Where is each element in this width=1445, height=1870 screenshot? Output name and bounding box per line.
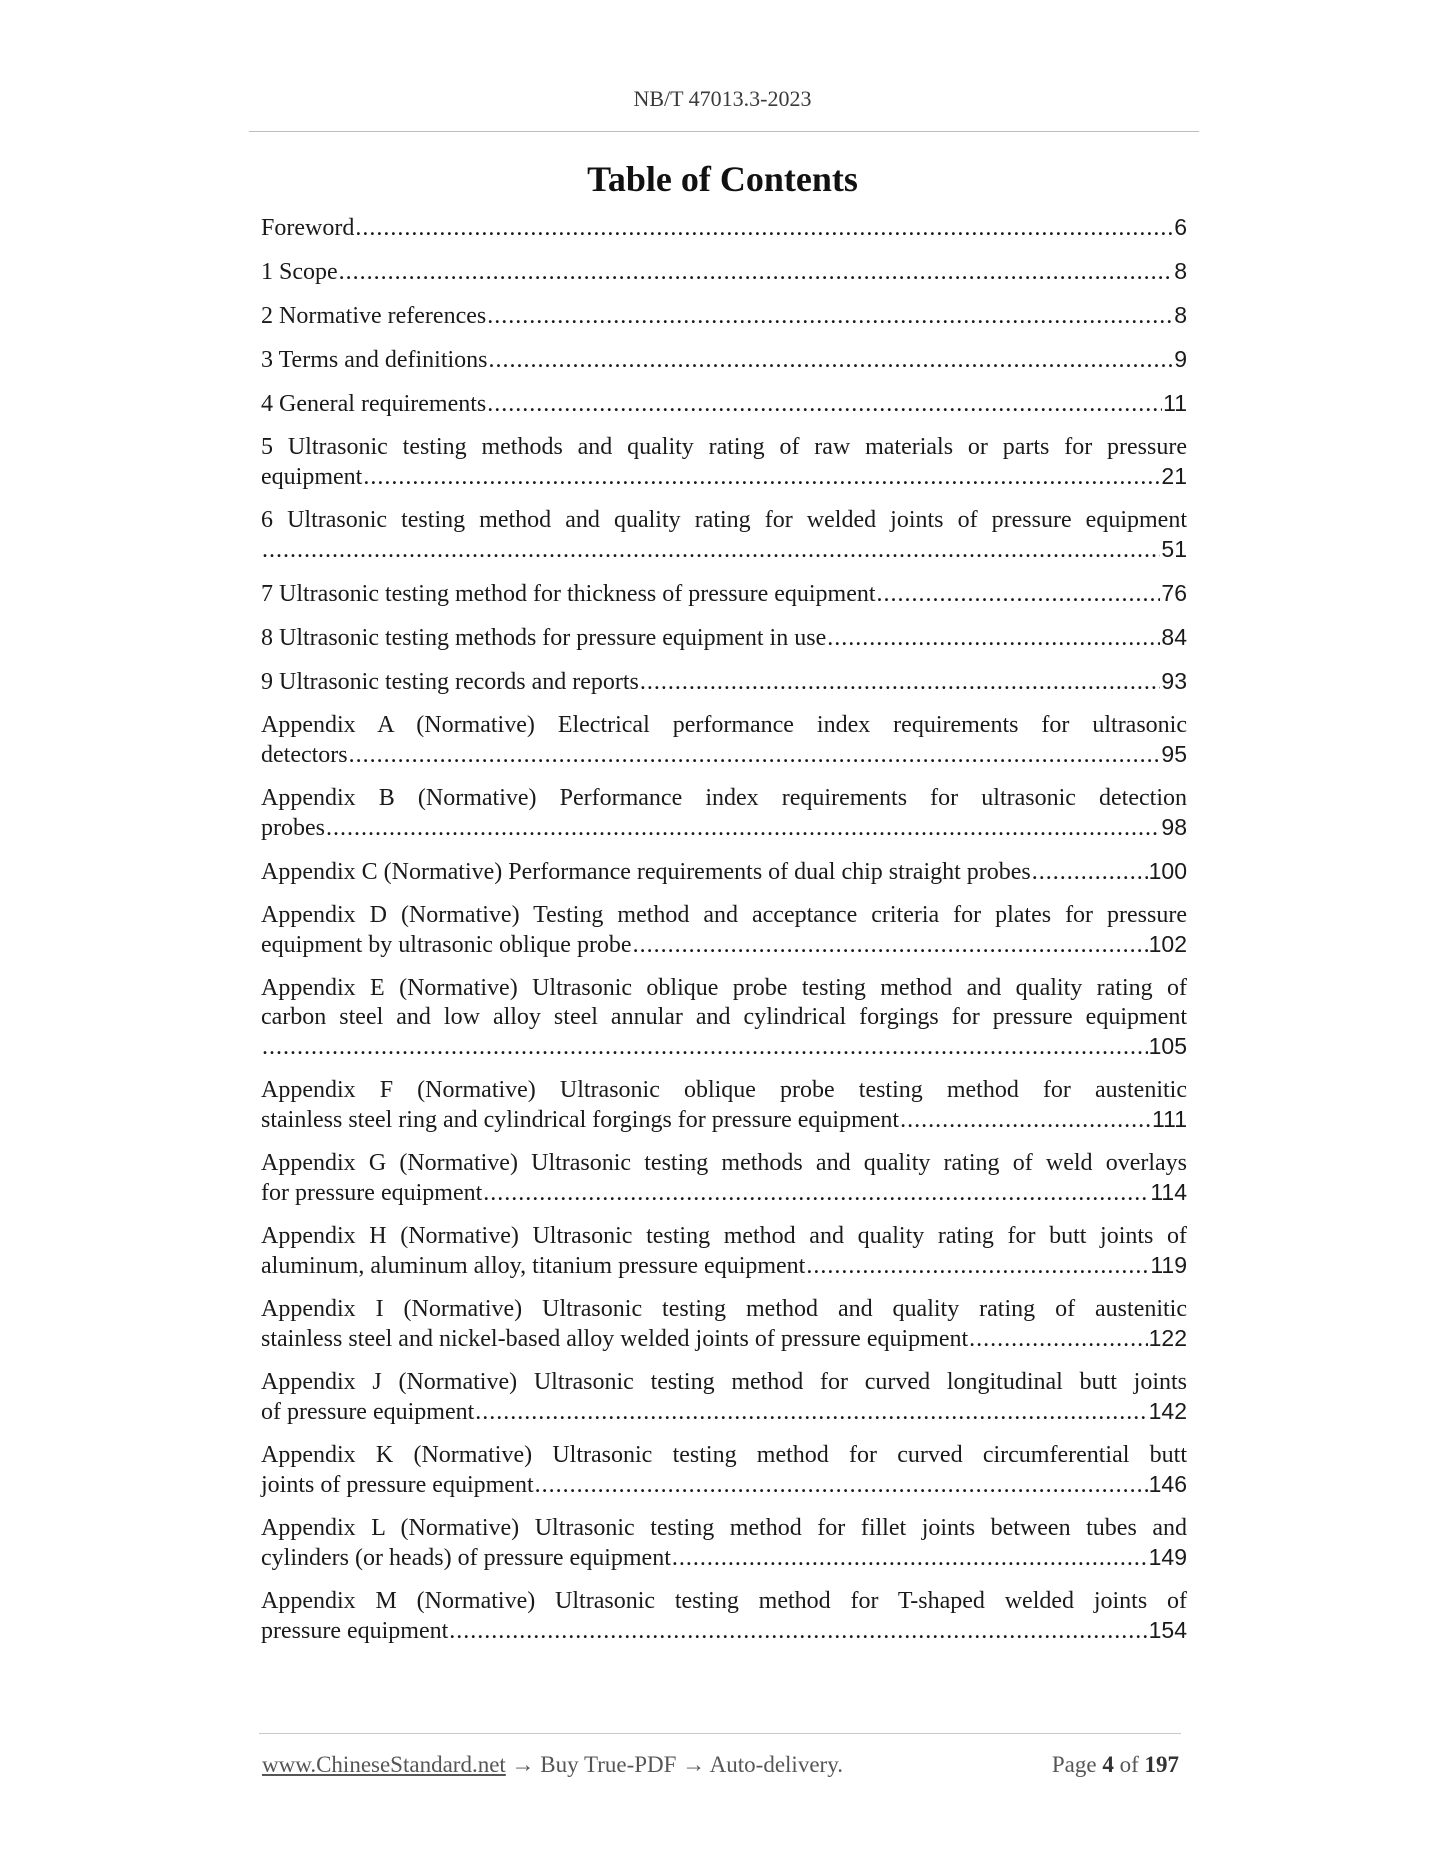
toc-page-number: 93 (1161, 668, 1187, 694)
website-link[interactable]: www.ChineseStandard.net (262, 1752, 506, 1777)
toc-page-number: 51 (1161, 536, 1187, 562)
toc-page-number: 84 (1161, 624, 1187, 650)
toc-page-number: 111 (1152, 1106, 1187, 1132)
toc-entry-title: 7 Ultrasonic testing method for thickness of pressure equipment (261, 581, 876, 607)
toc-entry-line: Appendix E (Normative) Ultrasonic oblique probe testing method and quality rating of (261, 975, 1187, 1001)
toc-list (261, 213, 1187, 1660)
toc-entry-line: Appendix K (Normative) Ultrasonic testing method for curved circumferential butt (261, 1442, 1187, 1468)
dot-leader (672, 1544, 1148, 1573)
document-code-header: NB/T 47013.3-2023 (633, 86, 812, 111)
toc-entry-title: stainless steel and nickel-based alloy welded joints of pressure equipment (261, 1326, 969, 1352)
dot-leader (827, 624, 1160, 653)
toc-page-number: 142 (1148, 1398, 1187, 1424)
toc-entry-line: Appendix F (Normative) Ultrasonic oblique probe testing method for austenitic (261, 1077, 1187, 1103)
dot-leader (262, 536, 1160, 565)
dot-leader (339, 258, 1174, 287)
dot-leader (640, 668, 1161, 697)
footer-divider (259, 1733, 1181, 1734)
toc-entry[interactable] (261, 301, 1187, 330)
toc-entry-title: 4 General requirements (261, 391, 487, 417)
toc-entry[interactable] (261, 1076, 1187, 1134)
toc-page-number: 11 (1163, 390, 1187, 416)
toc-entry-title: of pressure equipment (261, 1399, 475, 1425)
toc-entry[interactable] (261, 667, 1187, 696)
toc-entry-line: 6 Ultrasonic testing method and quality rating for welded joints of pressure equipment (261, 507, 1187, 533)
dot-leader (449, 1617, 1147, 1646)
toc-entry-title: aluminum, aluminum alloy, titanium pressure equipment (261, 1253, 806, 1279)
dot-leader (487, 302, 1173, 331)
toc-entry-line: Appendix D (Normative) Testing method and acceptance criteria for plates for pressure (261, 902, 1187, 928)
footer-promo (262, 1752, 843, 1778)
toc-entry-line: 5 Ultrasonic testing methods and quality rating of raw materials or parts for pressure (261, 434, 1187, 460)
dot-leader (326, 814, 1160, 843)
dot-leader (487, 390, 1162, 419)
toc-page-number: 6 (1174, 214, 1187, 240)
toc-entry[interactable] (261, 623, 1187, 652)
toc-entry[interactable] (261, 857, 1187, 886)
toc-entry-title: Appendix C (Normative) Performance requirements of dual chip straight probes (261, 859, 1031, 885)
toc-entry-line: Appendix G (Normative) Ultrasonic testing methods and quality rating of weld overlays (261, 1150, 1187, 1176)
toc-entry-title: stainless steel ring and cylindrical forgings for pressure equipment (261, 1107, 900, 1133)
total-pages: 197 (1144, 1752, 1179, 1777)
toc-entry[interactable] (261, 389, 1187, 418)
toc-entry-title: 3 Terms and definitions (261, 347, 488, 373)
toc-page-number: 21 (1161, 463, 1187, 489)
toc-entry-title: Foreword (261, 215, 355, 241)
toc-entry-line: carbon steel and low alloy steel annular and cylindrical forgings for pressure equipment (261, 1004, 1187, 1030)
current-page: 4 (1102, 1752, 1114, 1777)
toc-entry-title: equipment (261, 464, 363, 490)
toc-page-number: 9 (1174, 346, 1187, 372)
toc-page-number: 8 (1174, 258, 1187, 284)
toc-entry[interactable] (261, 711, 1187, 769)
toc-page-number: 76 (1161, 580, 1187, 606)
toc-entry-line: Appendix L (Normative) Ultrasonic testing method for fillet joints between tubes and (261, 1515, 1187, 1541)
dot-leader (489, 346, 1174, 375)
toc-entry[interactable] (261, 257, 1187, 286)
toc-entry-title: 2 Normative references (261, 303, 487, 329)
toc-entry-title: cylinders (or heads) of pressure equipment (261, 1545, 671, 1571)
arrow-icon: → (676, 1752, 710, 1777)
toc-entry[interactable] (261, 901, 1187, 959)
dot-leader (633, 931, 1148, 960)
toc-entry[interactable] (261, 1587, 1187, 1645)
toc-entry[interactable] (261, 784, 1187, 842)
toc-title: Table of Contents (587, 159, 858, 199)
toc-entry[interactable] (261, 579, 1187, 608)
toc-entry-title: equipment by ultrasonic oblique probe (261, 932, 632, 958)
dot-leader (877, 580, 1161, 609)
page-indicator: Page 4 of 197 (1051, 1752, 1179, 1777)
toc-entry[interactable] (261, 433, 1187, 491)
toc-entry[interactable] (261, 1222, 1187, 1280)
toc-page-number: 119 (1150, 1252, 1187, 1278)
dot-leader (349, 741, 1161, 770)
toc-entry[interactable] (261, 213, 1187, 242)
toc-entry-line: Appendix H (Normative) Ultrasonic testing method and quality rating for butt joints of (261, 1223, 1187, 1249)
toc-page-number: 102 (1148, 931, 1187, 957)
dot-leader (355, 214, 1173, 243)
toc-entry-title: probes (261, 815, 325, 841)
toc-entry[interactable] (261, 506, 1187, 564)
dot-leader (475, 1398, 1147, 1427)
toc-page-number: 98 (1161, 814, 1187, 840)
toc-entry-title: 8 Ultrasonic testing methods for pressure equipment in use (261, 625, 827, 651)
toc-entry[interactable] (261, 1295, 1187, 1353)
toc-entry-line: Appendix J (Normative) Ultrasonic testing method for curved longitudinal butt joints (261, 1369, 1187, 1395)
toc-entry-title: for pressure equipment (261, 1180, 483, 1206)
toc-entry-line: Appendix M (Normative) Ultrasonic testing method for T-shaped welded joints of (261, 1588, 1187, 1614)
toc-page-number: 95 (1161, 741, 1187, 767)
toc-entry-line: Appendix B (Normative) Performance index requirements for ultrasonic detection (261, 785, 1187, 811)
toc-entry[interactable] (261, 345, 1187, 374)
toc-entry-title: joints of pressure equipment (261, 1472, 534, 1498)
toc-page-number: 146 (1148, 1471, 1187, 1497)
dot-leader (969, 1325, 1147, 1354)
toc-page-number: 105 (1148, 1033, 1187, 1059)
toc-page-number: 8 (1174, 302, 1187, 328)
toc-entry-title: pressure equipment (261, 1618, 449, 1644)
toc-entry[interactable] (261, 974, 1187, 1061)
dot-leader (806, 1252, 1149, 1281)
toc-entry[interactable] (261, 1149, 1187, 1207)
toc-entry-title: 1 Scope (261, 259, 338, 285)
toc-page-number: 154 (1148, 1617, 1187, 1643)
dot-leader (535, 1471, 1148, 1500)
toc-entry-title: detectors (261, 742, 348, 768)
arrow-icon: → (505, 1752, 541, 1777)
toc-page-number: 149 (1148, 1544, 1187, 1570)
toc-entry-line: Appendix I (Normative) Ultrasonic testing method and quality rating of austenitic (261, 1296, 1187, 1322)
dot-leader (900, 1106, 1151, 1135)
delivery-text: Auto-delivery. (709, 1752, 843, 1777)
dot-leader (1032, 858, 1148, 887)
toc-entry-line: Appendix A (Normative) Electrical performance index requirements for ultrasonic (261, 712, 1187, 738)
dot-leader (363, 463, 1160, 492)
toc-entry[interactable] (261, 1368, 1187, 1426)
header-divider (249, 131, 1199, 132)
buy-text: Buy True-PDF (540, 1752, 677, 1777)
toc-entry[interactable] (261, 1514, 1187, 1572)
toc-page-number: 122 (1148, 1325, 1187, 1351)
toc-page-number: 114 (1150, 1179, 1187, 1205)
toc-entry-title: 9 Ultrasonic testing records and reports (261, 669, 639, 695)
toc-page-number: 100 (1148, 858, 1187, 884)
dot-leader (262, 1033, 1148, 1062)
dot-leader (483, 1179, 1149, 1208)
toc-entry[interactable] (261, 1441, 1187, 1499)
